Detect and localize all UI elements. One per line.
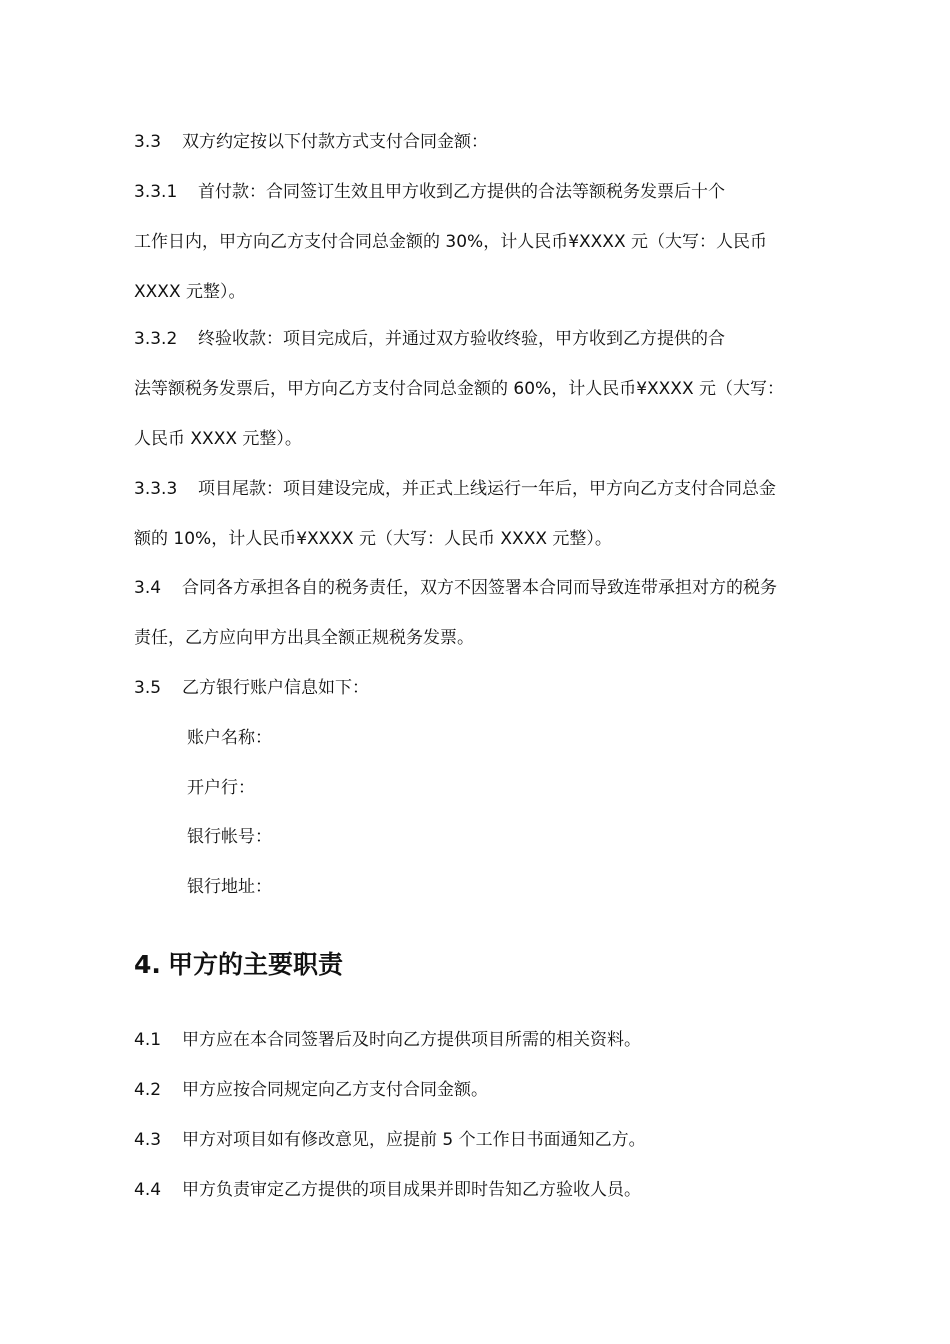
clause-3-3-3-line2: 额的 10%，计人民币¥XXXX 元（大写：人民币 XXXX 元整）。 (134, 529, 612, 549)
clause-4-2 (134, 1078, 818, 1102)
bank-field-bank-address: 银行地址： (187, 877, 272, 897)
clause-3-5 (134, 676, 818, 700)
bank-field-bank-branch: 开户行： (187, 778, 255, 798)
clause-3-3-3 (134, 477, 818, 501)
clause-text: 项目尾款：项目建设完成，并正式上线运行一年后，甲方向乙方支付合同总金 (198, 479, 776, 499)
bank-field-account-name: 账户名称： (187, 728, 272, 748)
heading-title: 甲方的主要职责 (168, 950, 344, 979)
clause-3-3 (134, 130, 818, 154)
clause-3-3-2-line2: 法等额税务发票后，甲方向乙方支付合同总金额的 60%，计人民币¥XXXX 元（大写： (134, 379, 784, 399)
section-4-heading (134, 948, 343, 982)
clause-number: 4.3 (134, 1130, 162, 1150)
clause-3-4 (134, 576, 818, 600)
clause-number: 3.3 (134, 132, 162, 152)
clause-text: 终验收款：项目完成后，并通过双方验收终验，甲方收到乙方提供的合 (198, 329, 725, 349)
clause-number: 3.3.1 (134, 182, 178, 202)
clause-3-3-2 (134, 327, 818, 351)
clause-number: 3.4 (134, 578, 162, 598)
clause-4-1 (134, 1028, 818, 1052)
clause-text: 首付款：合同签订生效且甲方收到乙方提供的合法等额税务发票后十个 (198, 182, 725, 202)
clause-3-3-1-line3: XXXX 元整）。 (134, 282, 246, 302)
clause-number: 3.5 (134, 678, 162, 698)
clause-text: 甲方负责审定乙方提供的项目成果并即时告知乙方验收人员。 (182, 1180, 641, 1200)
clause-text: 甲方对项目如有修改意见，应提前 5 个工作日书面通知乙方。 (182, 1130, 646, 1150)
clause-4-4 (134, 1178, 818, 1202)
clause-4-3 (134, 1128, 818, 1152)
clause-3-3-1 (134, 180, 818, 204)
bank-field-account-number: 银行帐号： (187, 827, 272, 847)
clause-text: 乙方银行账户信息如下： (182, 678, 369, 698)
clause-number: 4.2 (134, 1080, 162, 1100)
clause-3-3-1-line2: 工作日内，甲方向乙方支付合同总金额的 30%，计人民币¥XXXX 元（大写：人民币 (134, 232, 767, 252)
clause-number: 3.3.3 (134, 479, 178, 499)
clause-3-4-line2: 责任，乙方应向甲方出具全额正规税务发票。 (134, 628, 474, 648)
heading-number: 4. (134, 950, 161, 979)
clause-text: 甲方应在本合同签署后及时向乙方提供项目所需的相关资料。 (182, 1030, 641, 1050)
clause-text: 双方约定按以下付款方式支付合同金额： (182, 132, 488, 152)
clause-text: 合同各方承担各自的税务责任，双方不因签署本合同而导致连带承担对方的税务 (182, 578, 777, 598)
clause-3-3-2-line3: 人民币 XXXX 元整）。 (134, 429, 302, 449)
clause-number: 4.1 (134, 1030, 162, 1050)
clause-number: 3.3.2 (134, 329, 178, 349)
clause-text: 甲方应按合同规定向乙方支付合同金额。 (182, 1080, 488, 1100)
clause-number: 4.4 (134, 1180, 162, 1200)
